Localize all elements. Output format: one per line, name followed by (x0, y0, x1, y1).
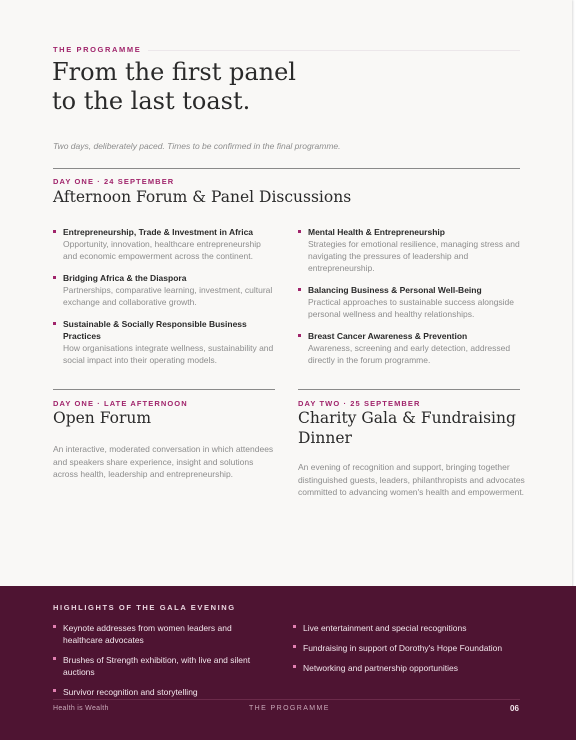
topic-title: Breast Cancer Awareness & Prevention (308, 331, 468, 341)
topic-description: Practical approaches to sustainable success alongside personal wellness and healthy relationships. (308, 297, 515, 319)
topic-title: Mental Health & Entrepreneurship (308, 227, 445, 237)
page-headline (52, 58, 452, 116)
open-forum-tag: DAY ONE · LATE AFTERNOON (53, 399, 188, 408)
forum-title: Afternoon Forum & Panel Discussions (53, 188, 352, 206)
open-forum-title: Open Forum (53, 409, 152, 427)
topic-title: Sustainable & Socially Responsible Business Practices (63, 319, 247, 341)
topic-title: Balancing Business & Personal Well-Being (308, 285, 482, 295)
bullet-marker (293, 665, 296, 668)
highlight-text: Keynote addresses from women leaders and healthcare advocates (63, 623, 232, 645)
topic-item (53, 272, 275, 308)
highlight-item (53, 622, 253, 646)
highlights-heading: HIGHLIGHTS OF THE GALA EVENING (53, 603, 236, 612)
bullet-marker (293, 625, 296, 628)
intro-text: Two days, deliberately paced. Times to be confirmed in the final programme. (53, 141, 341, 151)
topic-description: Partnerships, comparative learning, investment, cultural exchange and collaborative growth. (63, 285, 273, 307)
highlight-item (53, 654, 253, 678)
gala-tag: DAY TWO · 25 SEPTEMBER (298, 399, 421, 408)
highlight-text: Brushes of Strength exhibition, with live and silent auctions (63, 655, 251, 677)
highlights-list-right (293, 622, 520, 682)
topic-description: Strategies for emotional resilience, managing stress and navigating the pressures of leadership and entrepreneurship. (308, 239, 520, 273)
headline-line-2: to the last toast. (52, 87, 251, 115)
bullet-marker (53, 657, 56, 660)
forum-topics-right (298, 226, 520, 376)
open-forum-description: An interactive, moderated conversation in which attendees and speakers share experience, insight and solutions across health, leadership and entrepreneurship. (53, 444, 274, 479)
gala-divider (298, 389, 520, 390)
topic-title: Entrepreneurship, Trade & Investment in Africa (63, 227, 254, 237)
highlight-text: Survivor recognition and storytelling (63, 687, 198, 697)
highlight-item (53, 686, 253, 698)
footer-divider (53, 699, 520, 700)
bullet-marker (298, 288, 301, 291)
footer-section-name: THE PROGRAMME (249, 705, 330, 712)
bullet-marker (293, 645, 296, 648)
footer-publication-name: Health is Wealth (53, 705, 109, 712)
bullet-marker (53, 230, 56, 233)
topic-description: Awareness, screening and early detection, addressed directly in the forum programme. (308, 343, 511, 365)
kicker-divider (148, 50, 520, 51)
highlight-text: Networking and partnership opportunities (303, 663, 458, 673)
gala-description: An evening of recognition and support, bringing together distinguished guests, leaders, philanthropists and advocates committed to advancing women's health and empowerment. (298, 462, 525, 497)
bullet-marker (298, 230, 301, 233)
gala-title: Charity Gala & Fundraising Dinner (298, 409, 516, 447)
highlight-text: Fundraising in support of Dorothy's Hope Foundation (303, 643, 503, 653)
topic-description: How organisations integrate wellness, sustainability and social impact into their operating models. (63, 343, 274, 365)
highlights-list-left (53, 622, 253, 706)
bullet-marker (53, 689, 56, 692)
highlight-text: Live entertainment and special recognitions (303, 623, 467, 633)
bullet-marker (53, 625, 56, 628)
open-forum-divider (53, 389, 275, 390)
topic-description: Opportunity, innovation, healthcare entrepreneurship and economic empowerment across the continent. (63, 239, 261, 261)
forum-date-tag: DAY ONE · 24 SEPTEMBER (53, 177, 175, 186)
forum-topics-left (53, 226, 275, 376)
bullet-marker (53, 322, 56, 325)
topic-item (53, 226, 275, 262)
highlight-item (293, 642, 520, 654)
highlight-item (293, 662, 520, 674)
topic-title: Bridging Africa & the Diaspora (63, 273, 187, 283)
page-number: 06 (510, 704, 519, 713)
topic-item (298, 330, 520, 366)
topic-item (298, 284, 520, 320)
topic-item (53, 318, 275, 366)
forum-divider (53, 168, 520, 169)
headline-line-1: From the first panel (52, 58, 296, 86)
bullet-marker (53, 276, 56, 279)
section-kicker: THE PROGRAMME (53, 45, 142, 54)
highlight-item (293, 622, 520, 634)
topic-item (298, 226, 520, 274)
bullet-marker (298, 334, 301, 337)
